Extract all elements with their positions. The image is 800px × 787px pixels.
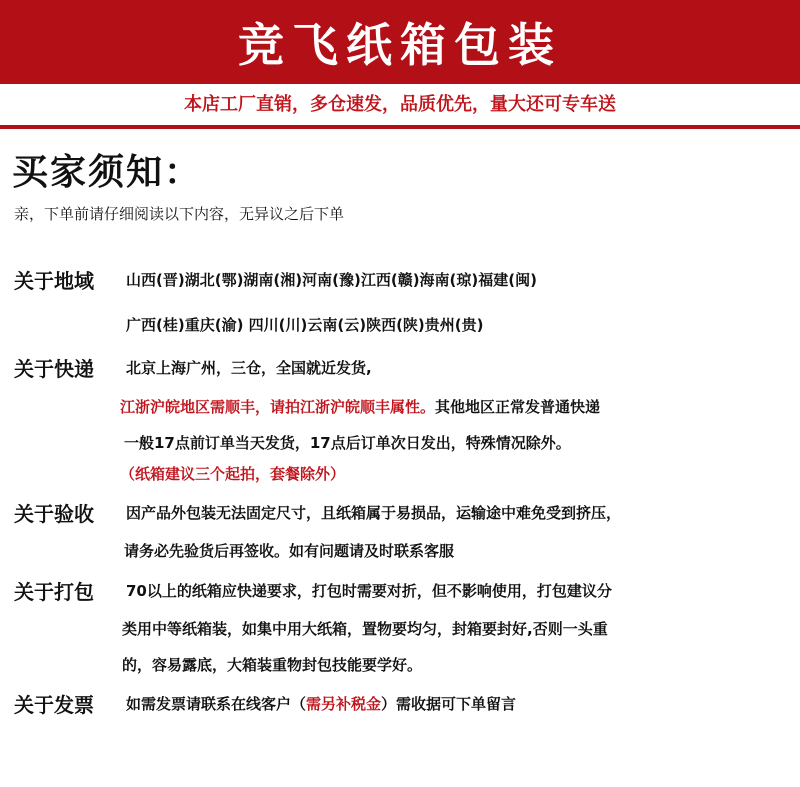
packing-label: 关于打包 <box>14 580 94 604</box>
divider <box>0 125 800 129</box>
packing-line-3: 的，容易露底，大箱装重物封包技能要学好。 <box>122 656 423 674</box>
region-line-1: 山西(晋)湖北(鄂)湖南(湘)河南(豫)江西(赣)海南(琼)福建(闽) <box>126 271 537 289</box>
inspection-line-2: 请务必先验货后再签收。如有问题请及时联系客服 <box>124 542 455 560</box>
shipping-line-2 <box>120 396 600 417</box>
shipping-line-3: 一般17点前订单当天发货，17点后订单次日发出，特殊情况除外。 <box>124 434 571 452</box>
notice-title: 买家须知： <box>12 152 203 193</box>
shop-title: 竞飞纸箱包装 <box>238 18 562 72</box>
region-label: 关于地域 <box>14 269 94 293</box>
shipping-line-4: （纸箱建议三个起拍，套餐除外） <box>120 465 346 483</box>
invoice-text-before: 如需发票请联系在线客户（ <box>126 695 307 713</box>
invoice-line <box>126 693 516 714</box>
packing-line-2: 类用中等纸箱装，如集中用大纸箱，置物要均匀，封箱要封好,否则一头重 <box>122 620 608 638</box>
shipping-sf-notice: 江浙沪皖地区需顺丰，请拍江浙沪皖顺丰属性。 <box>120 398 436 416</box>
shipping-other-regions: 其他地区正常发普通快递 <box>435 398 601 416</box>
shipping-section <box>0 353 800 493</box>
packing-section <box>0 576 800 686</box>
inspection-label: 关于验收 <box>14 502 94 526</box>
invoice-label: 关于发票 <box>14 693 94 717</box>
inspection-line-1: 因产品外包装无法固定尺寸，且纸箱属于易损品，运输途中难免受到挤压， <box>126 504 622 522</box>
invoice-section <box>0 689 800 729</box>
notice-intro: 亲，下单前请仔细阅读以下内容，无异议之后下单 <box>14 205 345 223</box>
packing-line-1: 70以上的纸箱应快递要求，打包时需要对折，但不影响使用，打包建议分 <box>126 582 612 600</box>
shop-slogan: 本店工厂直销，多仓速发，品质优先，量大还可专车送 <box>184 94 616 115</box>
region-line-2: 广西(桂)重庆(渝) 四川(川)云南(云)陕西(陕)贵州(贵) <box>126 316 484 334</box>
invoice-text-after: ）需收据可下单留言 <box>381 695 517 713</box>
invoice-tax-note: 需另补税金 <box>306 695 382 713</box>
region-section <box>0 265 800 345</box>
inspection-section <box>0 498 800 568</box>
shipping-line-1: 北京上海广州，三仓，全国就近发货, <box>126 359 372 377</box>
shipping-label: 关于快递 <box>14 357 94 381</box>
header-banner <box>0 0 800 84</box>
